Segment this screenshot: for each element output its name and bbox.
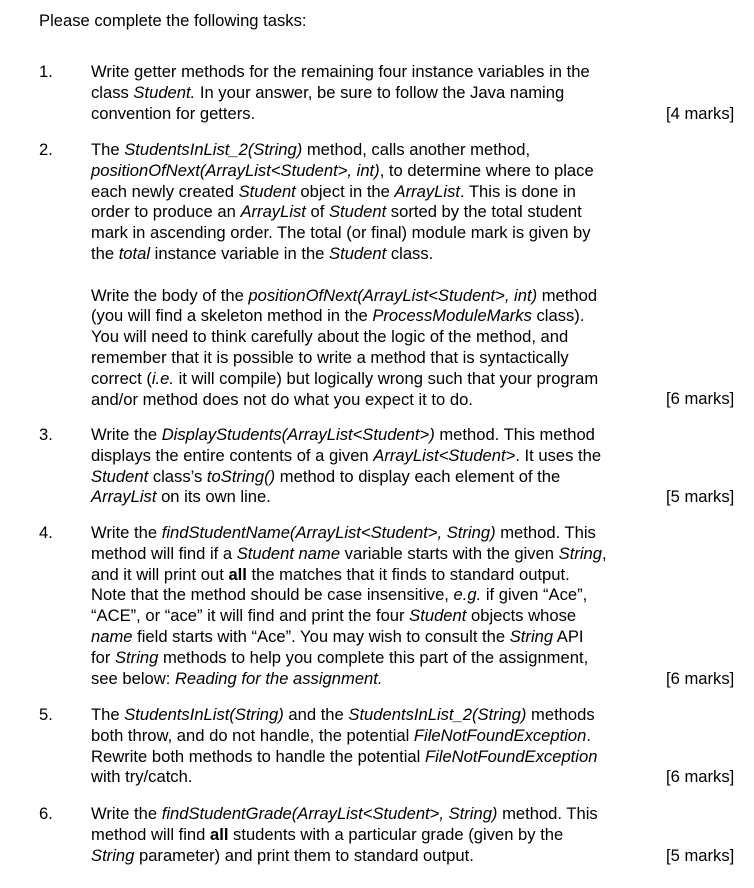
task-body [91, 523, 656, 689]
task-line: The StudentsInList(String) and the StudentsInList_2(String) methods [91, 705, 595, 724]
task-line: displays the entire contents of a given ArrayList<Student>. It uses the [91, 445, 602, 465]
task-number: 2. [39, 140, 53, 159]
task-number: 5. [39, 705, 53, 724]
task-number: 6. [39, 804, 53, 823]
task-line: Write the DisplayStudents(ArrayList<Student>) method. This method [91, 425, 595, 444]
task-line: both throw, and do not handle, the potential FileNotFoundException. [91, 725, 592, 745]
task-line: method will find if a Student name variable starts with the given String, [91, 543, 607, 563]
task-line: You will need to think carefully about the logic of the method, and [91, 327, 569, 347]
task-line: class Student. In your answer, be sure to follow the Java naming [91, 82, 565, 102]
task-number: 1. [39, 62, 53, 81]
task-line: positionOfNext(ArrayList<Student>, int), to determine where to place [91, 160, 594, 180]
task-line: The StudentsInList_2(String) method, calls another method, [91, 140, 531, 159]
task-line: String parameter) and print them to standard output. [91, 845, 474, 865]
task-body [91, 804, 656, 866]
task-number: 4. [39, 523, 53, 542]
task-marks: [5 marks] [666, 487, 735, 507]
task-body [91, 140, 656, 410]
task-line: for String methods to help you complete this part of the assignment, [91, 647, 589, 667]
task-line: and/or method does not do what you expect it to do. [91, 389, 473, 409]
task-line: “ACE”, or “ace” it will find and print the four Student objects whose [91, 606, 577, 626]
page-heading: Please complete the following tasks: [39, 11, 307, 30]
task-line: Rewrite both methods to handle the potential FileNotFoundException [91, 746, 598, 766]
task-line: method will find all students with a particular grade (given by the [91, 824, 564, 844]
task-line: (you will find a skeleton method in the ProcessModuleMarks class). [91, 306, 585, 326]
task-body [91, 62, 656, 124]
task-line: each newly created Student object in the ArrayList. This is done in [91, 181, 576, 201]
task-line: and it will print out all the matches that it finds to standard output. [91, 564, 570, 584]
task-line: Write the body of the positionOfNext(ArrayList<Student>, int) method [91, 285, 598, 305]
task-line: with try/catch. [91, 767, 193, 787]
task-body [91, 425, 656, 508]
task-line: correct (i.e. it will compile) but logically wrong such that your program [91, 368, 599, 388]
task-line: the total instance variable in the Student class. [91, 243, 434, 263]
task-line: convention for getters. [91, 103, 256, 123]
task-marks: [6 marks] [666, 767, 735, 787]
task-line: Note that the method should be case insensitive, e.g. if given “Ace”, [91, 585, 588, 605]
task-line: Write the findStudentGrade(ArrayList<Student>, String) method. This [91, 804, 598, 823]
task-line: mark in ascending order. The total (or final) module mark is given by [91, 223, 591, 243]
task-line: Student class’s toString() method to display each element of the [91, 466, 561, 486]
task-line: order to produce an ArrayList of Student sorted by the total student [91, 202, 582, 222]
task-body [91, 705, 656, 788]
task-marks: [4 marks] [666, 103, 735, 123]
task-line: Write getter methods for the remaining four instance variables in the [91, 62, 590, 81]
task-line: Write the findStudentName(ArrayList<Student>, String) method. This [91, 523, 596, 542]
task-marks: [5 marks] [666, 845, 735, 865]
task-line: see below: Reading for the assignment. [91, 668, 383, 688]
task-line: ArrayList on its own line. [91, 487, 271, 507]
task-number: 3. [39, 425, 53, 444]
task-marks: [6 marks] [666, 668, 735, 688]
task-line: name field starts with “Ace”. You may wish to consult the String API [91, 626, 584, 646]
task-line: remember that it is possible to write a method that is syntactically [91, 347, 569, 367]
task-marks: [6 marks] [666, 389, 735, 408]
